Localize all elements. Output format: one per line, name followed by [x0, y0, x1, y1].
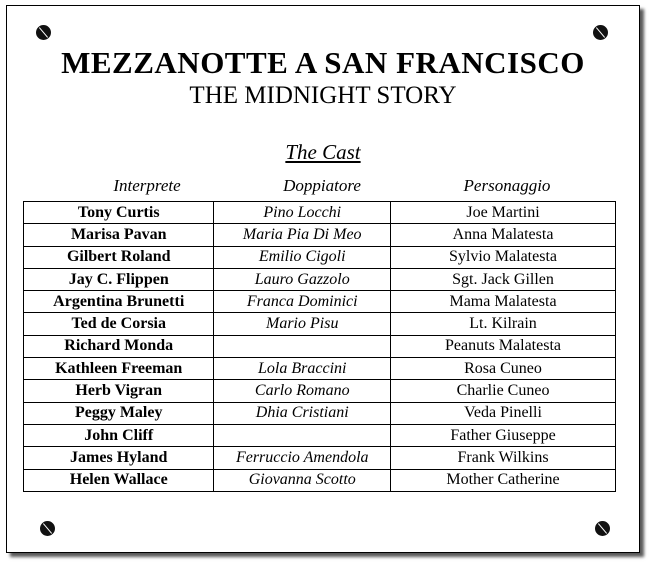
dubber-cell: Giovanna Scotto	[214, 469, 391, 491]
screw-icon	[40, 521, 55, 536]
screw-icon	[36, 25, 51, 40]
dubber-cell: Dhia Cristiani	[214, 402, 391, 424]
film-subtitle: THE MIDNIGHT STORY	[189, 82, 457, 109]
character-cell: Lt. Kilrain	[391, 313, 616, 335]
actor-cell: Argentina Brunetti	[24, 291, 214, 313]
film-title: MEZZANOTTE A SAN FRANCISCO	[61, 45, 585, 80]
character-cell: Sgt. Jack Gillen	[391, 268, 616, 290]
actor-cell: James Hyland	[24, 447, 214, 469]
actor-cell: Richard Monda	[24, 335, 214, 357]
actor-cell: Gilbert Roland	[24, 246, 214, 268]
actor-cell: Ted de Corsia	[24, 313, 214, 335]
dubber-cell: Ferruccio Amendola	[214, 447, 391, 469]
character-cell: Charlie Cuneo	[391, 380, 616, 402]
table-row	[24, 268, 616, 290]
cast-heading: The Cast	[285, 140, 361, 164]
table-row	[24, 335, 616, 357]
dubber-cell	[214, 335, 391, 357]
table-row	[24, 246, 616, 268]
dubber-cell	[214, 424, 391, 446]
screw-icon	[595, 521, 610, 536]
table-row	[24, 291, 616, 313]
table-row	[24, 424, 616, 446]
character-cell: Sylvio Malatesta	[391, 246, 616, 268]
column-header-personaggio: Personaggio	[463, 176, 551, 195]
table-row	[24, 224, 616, 246]
character-cell: Peanuts Malatesta	[391, 335, 616, 357]
dubber-cell: Maria Pia Di Meo	[214, 224, 391, 246]
dubber-cell: Carlo Romano	[214, 380, 391, 402]
character-cell: Veda Pinelli	[391, 402, 616, 424]
table-row	[24, 469, 616, 491]
character-cell: Anna Malatesta	[391, 224, 616, 246]
dubber-cell: Franca Dominici	[214, 291, 391, 313]
character-cell: Mother Catherine	[391, 469, 616, 491]
table-row	[24, 313, 616, 335]
actor-cell: John Cliff	[24, 424, 214, 446]
table-row	[24, 380, 616, 402]
column-header-interprete: Interprete	[113, 176, 181, 195]
character-cell: Rosa Cuneo	[391, 358, 616, 380]
actor-cell: Peggy Maley	[24, 402, 214, 424]
screw-icon	[593, 25, 608, 40]
character-cell: Joe Martini	[391, 202, 616, 224]
character-cell: Father Giuseppe	[391, 424, 616, 446]
actor-cell: Herb Vigran	[24, 380, 214, 402]
dubber-cell: Emilio Cigoli	[214, 246, 391, 268]
table-row	[24, 402, 616, 424]
dubber-cell: Mario Pisu	[214, 313, 391, 335]
actor-cell: Jay C. Flippen	[24, 268, 214, 290]
character-cell: Frank Wilkins	[391, 447, 616, 469]
dubber-cell: Pino Locchi	[214, 202, 391, 224]
cast-table	[23, 201, 616, 492]
dubber-cell: Lauro Gazzolo	[214, 268, 391, 290]
cast-plaque	[6, 5, 640, 553]
actor-cell: Helen Wallace	[24, 469, 214, 491]
table-row	[24, 447, 616, 469]
table-row	[24, 358, 616, 380]
actor-cell: Kathleen Freeman	[24, 358, 214, 380]
dubber-cell: Lola Braccini	[214, 358, 391, 380]
actor-cell: Tony Curtis	[24, 202, 214, 224]
column-header-doppiatore: Doppiatore	[283, 176, 361, 195]
actor-cell: Marisa Pavan	[24, 224, 214, 246]
table-row	[24, 202, 616, 224]
character-cell: Mama Malatesta	[391, 291, 616, 313]
